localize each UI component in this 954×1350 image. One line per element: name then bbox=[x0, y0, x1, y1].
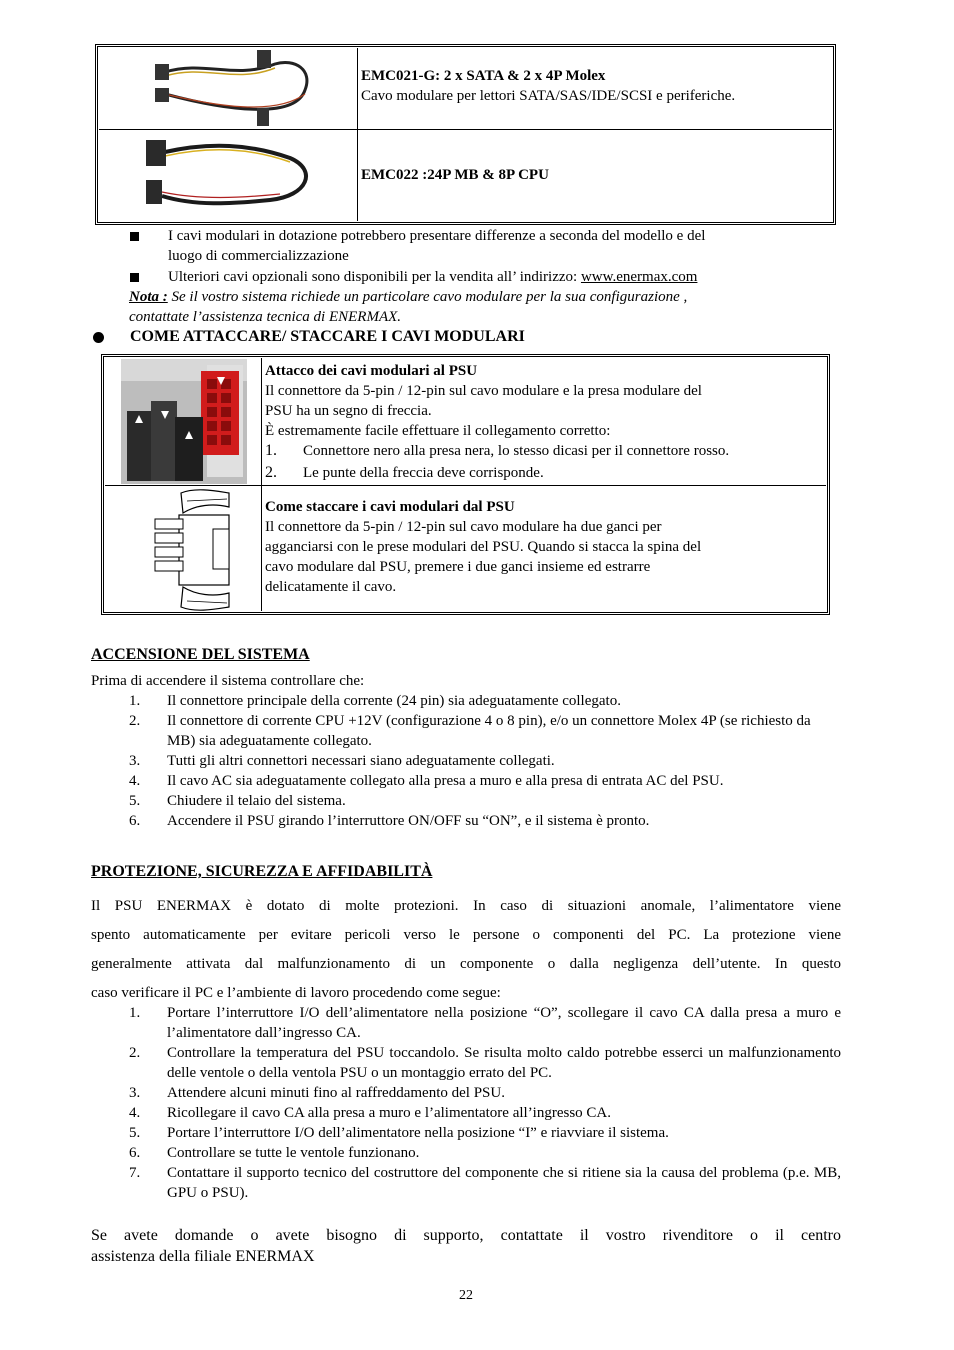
attach-title: Attacco dei cavi modulari al PSU bbox=[265, 363, 478, 379]
nota-block: Nota : Se il vostro sistema richiede un particolare cavo modulare per la sua configurazione , contattate l’assistenza tecnica di ENERMAX. bbox=[129, 289, 688, 325]
connector-hook-drawing bbox=[151, 489, 231, 611]
emc021-cable-image bbox=[145, 50, 315, 128]
list-item: 6. Accendere il PSU girando l’interruttore ON/OFF su “ON”, e il sistema è pronto. bbox=[129, 813, 650, 829]
list-item: 5. Portare l’interruttore I/O dell’alimentatore nella posizione “I” e riavviare il sistema. bbox=[129, 1125, 669, 1141]
list-item: 4. Il cavo AC sia adeguatamente collegato alla presa a muro e alla presa di entrata AC del PSU. bbox=[129, 773, 724, 789]
square-bullet-icon bbox=[130, 273, 139, 282]
list-item: 5. Chiudere il telaio del sistema. bbox=[129, 793, 346, 809]
cable-title: EMC022 :24P MB & 8P CPU bbox=[361, 167, 549, 183]
note-bullet: Ulteriori cavi opzionali sono disponibili per la vendita all’ indirizzo: www.enermax.com bbox=[130, 267, 850, 287]
note-bullet: I cavi modulari in dotazione potrebbero presentare differenze a seconda del modello e del luogo di commercializzazione bbox=[130, 226, 850, 266]
psu-connector-photo bbox=[121, 359, 247, 484]
list-item: 2. Controllare la temperatura del PSU toccandolo. Se risulta molto caldo potrebbe esserci un malfunzionamento delle ventole o della ventola PSU o un montaggio errato del PC. bbox=[129, 1045, 841, 1081]
closing-paragraph: Se avete domande o avete bisogno di supporto, contattate il vostro rivenditore o il centro assistenza della filiale ENERMAX bbox=[91, 1227, 841, 1265]
list-item: 6. Controllare se tutte le ventole funzionano. bbox=[129, 1145, 420, 1161]
list-item: 1. Connettore nero alla presa nera, lo stesso dicasi per il connettore rosso. bbox=[265, 442, 730, 459]
list-item: 3. Attendere alcuni minuti fino al raffreddamento del PSU. bbox=[129, 1085, 505, 1101]
attach-table: Attacco dei cavi modulari al PSU Il connettore da 5-pin / 12-pin sul cavo modulare e la presa modulare del PSU ha un segno di freccia. È estremamente facile effettuare il collegamento corretto: 1. Connettore nero alla presa nera, lo stesso dicasi per il connettore rosso. 2. Le punte della freccia deve corrisponde. Come staccare i cavi modulari dal PSU Il connettore da 5-pin / 12-pin sul cavo modulare ha due ganci per agganciarsi con le prese modulari del PSU. Quando si stacca la spina del cavo modulare dal PSU, premere i due ganci insieme ed estrarre delicatamente il cavo. bbox=[101, 354, 830, 615]
list-item: 1. Portare l’interruttore I/O dell’alimentatore nella posizione “O”, scollegare il cavo CA dalla presa a muro e l’alimentatore dall’ingresso CA. bbox=[129, 1005, 841, 1041]
list-item: 7. Contattare il supporto tecnico del costruttore del componente che si ritiene sia la causa del problema (p.e. MB, GPU o PSU). bbox=[129, 1165, 841, 1201]
section-heading: PROTEZIONE, SICUREZZA E AFFIDABILITÀ bbox=[91, 863, 433, 880]
power-on-list bbox=[91, 691, 841, 831]
list-item: 2. Il connettore di corrente CPU +12V (configurazione 4 o 8 pin), e/o un connettore Molex 4P (se richiesto da MB) sia adeguatamente collegato. bbox=[129, 713, 811, 749]
list-item: 4. Ricollegare il cavo CA alla presa a muro e l’alimentatore all’ingresso CA. bbox=[129, 1105, 612, 1121]
cable-title: EMC021-G: 2 x SATA & 2 x 4P Molex bbox=[361, 68, 606, 84]
emc022-cable-image bbox=[140, 134, 320, 216]
enermax-link[interactable]: www.enermax.com bbox=[580, 269, 698, 285]
square-bullet-icon bbox=[130, 232, 139, 241]
protection-paragraph: Il PSU ENERMAX è dotato di molte protezioni. In caso di situazioni anomale, l’alimentatore viene spento automaticamente per evitare pericoli verso le persone o componenti del PC. La protezione viene generalmente attivata dal malfunzionamento di un componente o dalla negligenza dell’utente. In questo caso verificare il PC e l’ambiente di lavoro procedendo come segue: bbox=[91, 898, 841, 1001]
page-number: 22 bbox=[459, 1288, 473, 1303]
nota-label: Nota : bbox=[129, 289, 168, 305]
detach-title: Come staccare i cavi modulari dal PSU bbox=[265, 499, 515, 515]
intro-text: Prima di accendere il sistema controllare che: bbox=[91, 673, 365, 689]
protection-list bbox=[91, 1003, 841, 1203]
cable-table bbox=[95, 44, 836, 225]
cable-description: Cavo modulare per lettori SATA/SAS/IDE/SCSI e periferiche. bbox=[361, 88, 736, 104]
section-heading: ACCENSIONE DEL SISTEMA bbox=[91, 646, 310, 663]
list-item: 3. Tutti gli altri connettori necessari siano adeguatamente collegati. bbox=[129, 753, 555, 769]
round-bullet-icon bbox=[93, 332, 104, 343]
list-item: 1. Il connettore principale della corrente (24 pin) sia adeguatamente collegato. bbox=[129, 693, 621, 709]
list-item: 2. Le punte della freccia deve corrisponde. bbox=[265, 464, 544, 481]
